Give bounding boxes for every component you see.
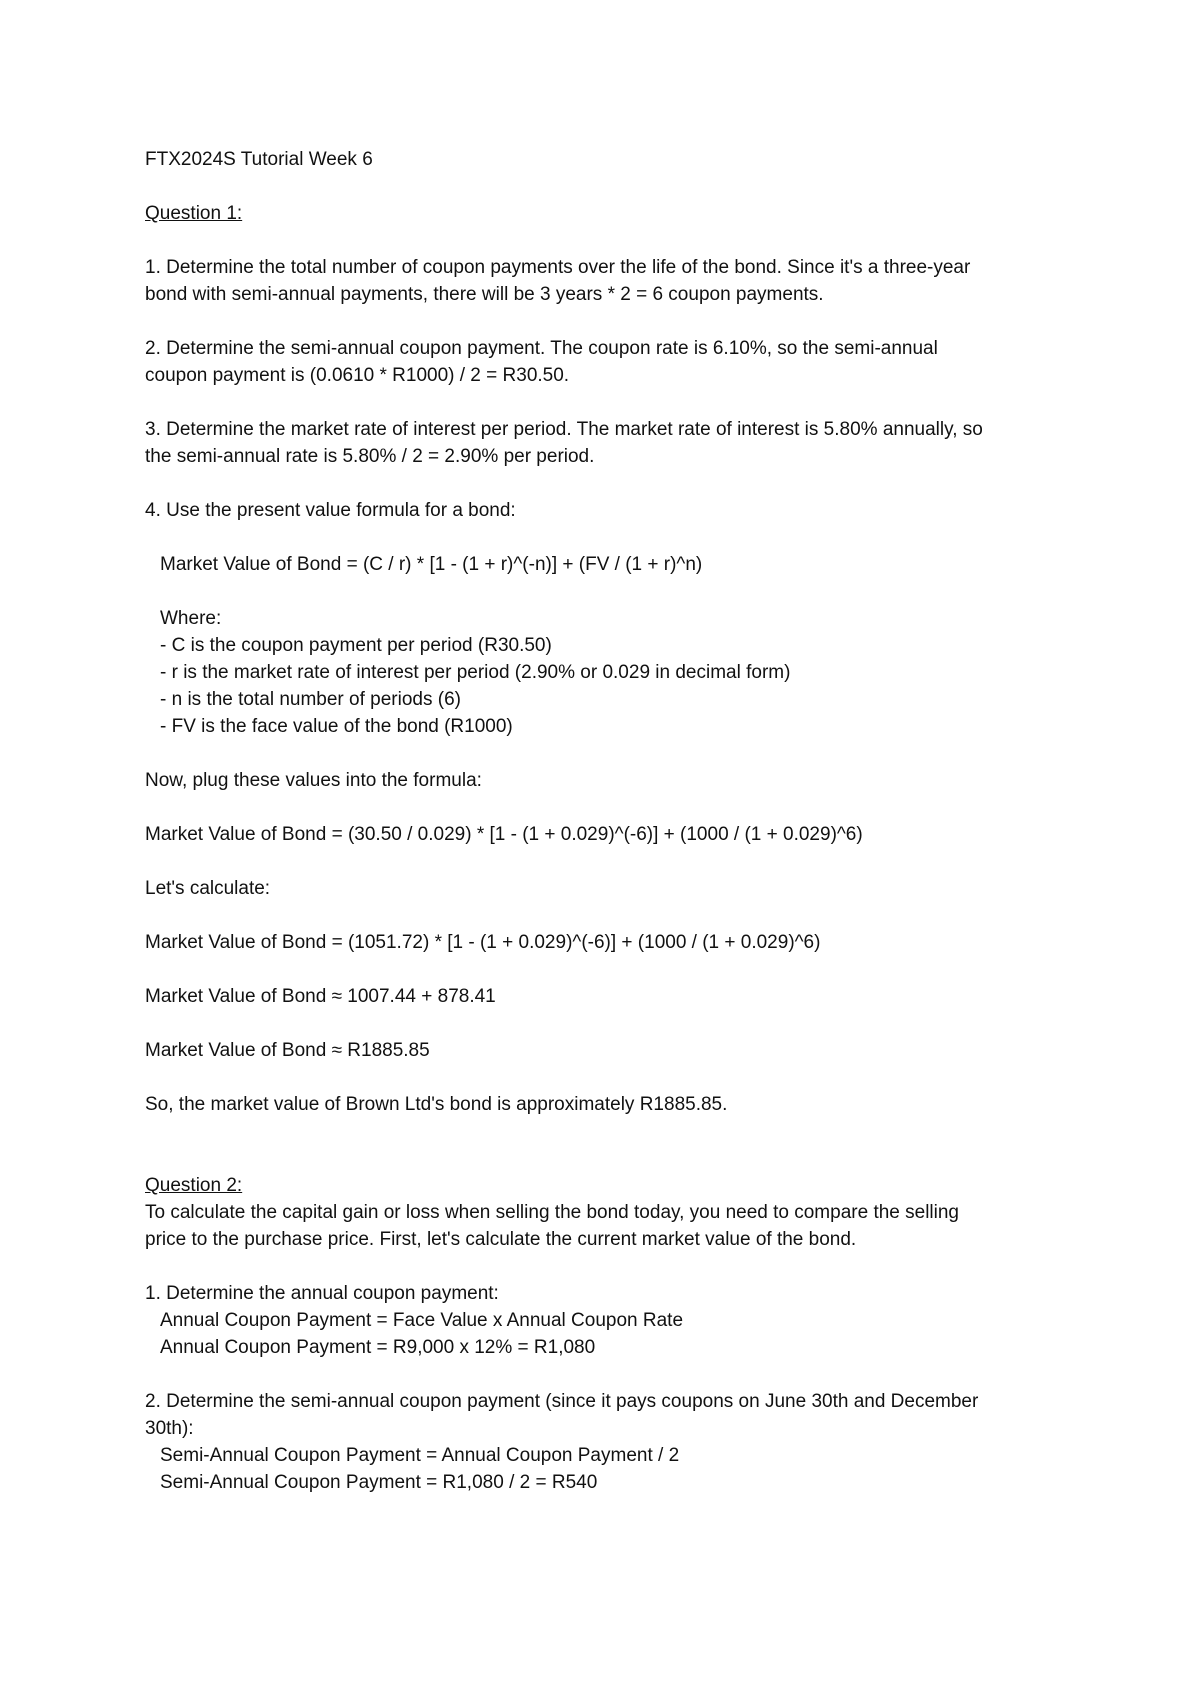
- q1-step-3-line-1: 3. Determine the market rate of interest per period. The market rate of interest is 5.80% annually, so: [145, 419, 983, 440]
- q1-calc-intro: Let's calculate:: [145, 878, 271, 899]
- q1-plug-intro: Now, plug these values into the formula:: [145, 770, 482, 791]
- q1-step-2-line-1: 2. Determine the semi-annual coupon payment. The coupon rate is 6.10%, so the semi-annual: [145, 338, 938, 359]
- q1-step-4: 4. Use the present value formula for a bond:: [145, 500, 516, 521]
- q1-where-item: - n is the total number of periods (6): [160, 689, 461, 710]
- document-body: [145, 146, 1065, 1496]
- q1-calc-line-2: Market Value of Bond ≈ 1007.44 + 878.41: [145, 986, 496, 1007]
- q1-where-label: Where:: [160, 608, 222, 629]
- q2-step-1-calc: Annual Coupon Payment = R9,000 x 12% = R1,080: [160, 1337, 596, 1358]
- q2-step-1-formula: Annual Coupon Payment = Face Value x Annual Coupon Rate: [160, 1310, 684, 1331]
- q1-where-item: - FV is the face value of the bond (R1000): [160, 716, 513, 737]
- q2-step-2-line-2: 30th):: [145, 1418, 194, 1439]
- q1-where-item: - r is the market rate of interest per period (2.90% or 0.029 in decimal form): [160, 662, 791, 683]
- q1-where-item: - C is the coupon payment per period (R30.50): [160, 635, 552, 656]
- q1-calc-line-3: Market Value of Bond ≈ R1885.85: [145, 1040, 430, 1061]
- q1-bond-formula: Market Value of Bond = (C / r) * [1 - (1 + r)^(-n)] + (FV / (1 + r)^n): [160, 554, 703, 575]
- q2-step-2-line-1: 2. Determine the semi-annual coupon payment (since it pays coupons on June 30th and December: [145, 1391, 979, 1412]
- q2-step-2-calc: Semi-Annual Coupon Payment = R1,080 / 2 = R540: [160, 1472, 598, 1493]
- q1-step-2-line-2: coupon payment is (0.0610 * R1000) / 2 = R30.50.: [145, 365, 570, 386]
- q2-intro-line-1: To calculate the capital gain or loss when selling the bond today, you need to compare the selling: [145, 1202, 959, 1223]
- question-2-heading: Question 2:: [145, 1175, 243, 1196]
- question-1-heading: Question 1:: [145, 203, 243, 224]
- q2-step-2-formula: Semi-Annual Coupon Payment = Annual Coupon Payment / 2: [160, 1445, 680, 1466]
- q2-step-1: 1. Determine the annual coupon payment:: [145, 1283, 499, 1304]
- q1-plug-formula: Market Value of Bond = (30.50 / 0.029) * [1 - (1 + 0.029)^(-6)] + (1000 / (1 + 0.029)^6): [145, 824, 863, 845]
- q1-step-1-line-1: 1. Determine the total number of coupon payments over the life of the bond. Since it's a three-year: [145, 257, 971, 278]
- q1-conclusion: So, the market value of Brown Ltd's bond is approximately R1885.85.: [145, 1094, 728, 1115]
- q1-calc-line-1: Market Value of Bond = (1051.72) * [1 - (1 + 0.029)^(-6)] + (1000 / (1 + 0.029)^6): [145, 932, 821, 953]
- document-title: FTX2024S Tutorial Week 6: [145, 149, 373, 170]
- q1-step-1-line-2: bond with semi-annual payments, there will be 3 years * 2 = 6 coupon payments.: [145, 284, 824, 305]
- q1-step-3-line-2: the semi-annual rate is 5.80% / 2 = 2.90% per period.: [145, 446, 595, 467]
- q2-intro-line-2: price to the purchase price. First, let's calculate the current market value of the bond.: [145, 1229, 857, 1250]
